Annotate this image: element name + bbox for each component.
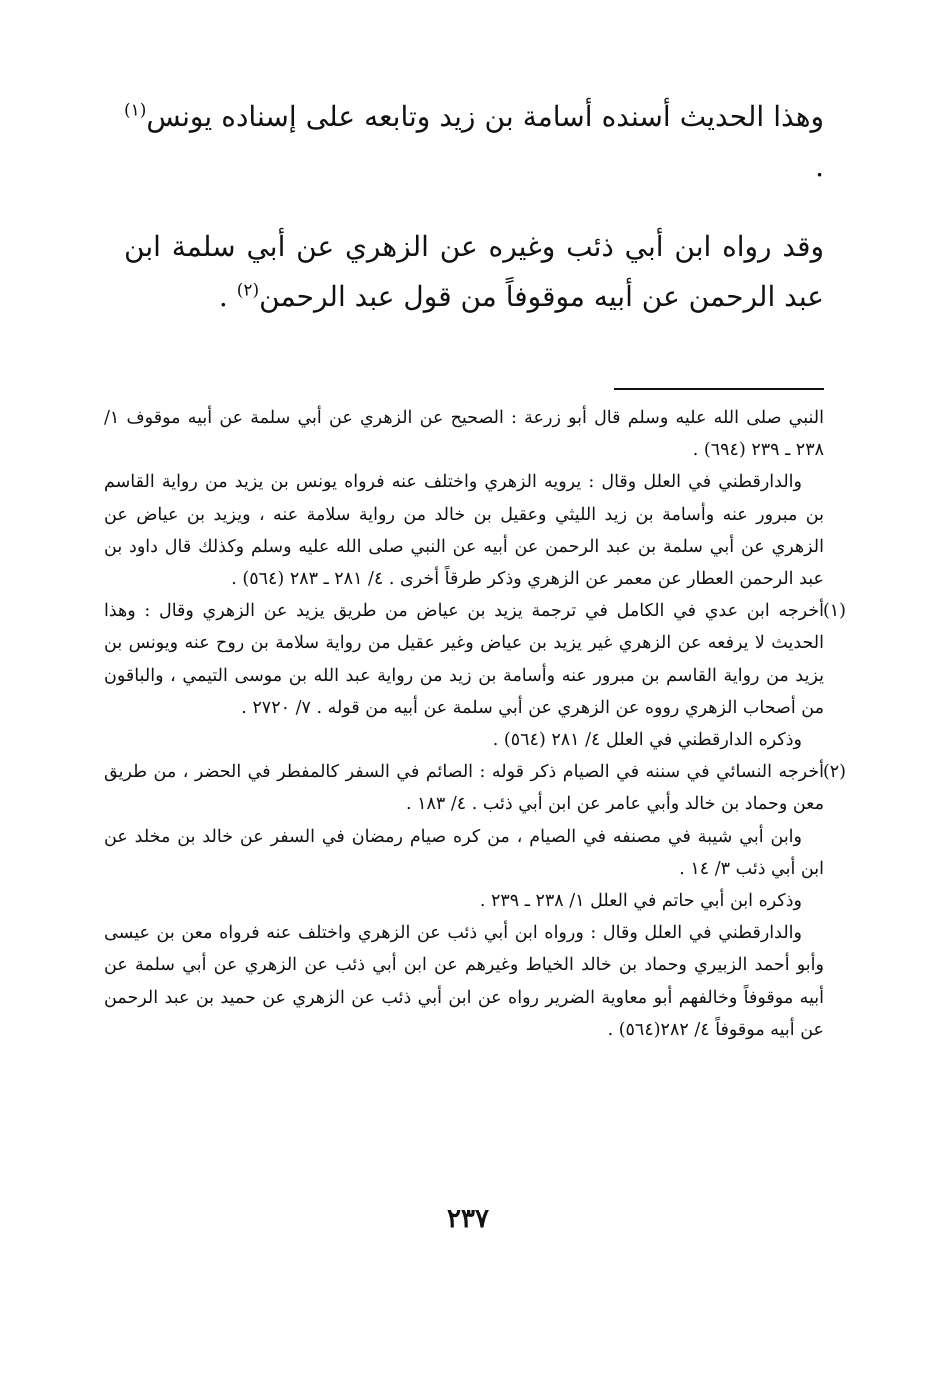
footnote-2-number: (٢) [822, 762, 846, 783]
footnote-2 [104, 756, 846, 1046]
footnote-1-text: أخرجه ابن عدي في الكامل في ترجمة يزيد بن عياض من طريق يزيد عن الزهري وقال : وهذا الحديث لا يرفعه عن الزهري غير يزيد بن عياض وغير عقيل من رواية سلامة بن روح عنه ويونس بن يزيد من رواية القاسم بن مبرور عنه وأسامة بن زيد من رواية عبد الله بن موسى التيمي ، والباقون من أصحاب الزهري رووه عن الزهري عن أبي سلمة عن أبيه من قوله . ٧/ ٢٧٢٠ . [104, 601, 824, 718]
footnote-continuation-1: النبي صلى الله عليه وسلم قال أبو زرعة : الصحيح عن الزهري عن أبي سلمة عن أبيه موقوف ١/ ٢٣٨ ـ ٢٣٩ (٦٩٤) . [104, 408, 824, 461]
main-paragraph-2 [124, 222, 824, 322]
main-paragraph-1-end: . [815, 150, 824, 183]
footnote-2-sub-3: والدارقطني في العلل وقال : ورواه ابن أبي ذئب عن الزهري واختلف عنه فرواه معن بن عيسى وأبو أحمد الزبيري وحماد بن خالد الخياط وغيرهم عن ابن أبي ذئب عن الزهري عن أبي سلمة عن أبيه موقوفاً وخالفهم أبو معاوية الضرير رواه عن ابن أبي ذئب عن الزهري عن حميد بن عبد الرحمن عن أبيه موقوفاً ٤/ ٢٨٢(٥٦٤) . [104, 923, 824, 1040]
main-paragraph-2-end: . [218, 280, 237, 313]
main-paragraph-2-text: وقد رواه ابن أبي ذئب وغيره عن الزهري عن أبي سلمة ابن عبد الرحمن عن أبيه موقوفاً من قول عبد الرحمن [124, 230, 824, 313]
footnote-2-sub-2: وذكره ابن أبي حاتم في العلل ١/ ٢٣٨ ـ ٢٣٩ . [479, 891, 802, 912]
footnote-separator [614, 388, 824, 390]
footnote-ref-2: (٢) [236, 280, 260, 301]
footnote-continuation-2: والدارقطني في العلل وقال : يرويه الزهري واختلف عنه فرواه يونس بن يزيد من رواية القاسم بن مبرور عنه وأسامة بن زيد الليثي وعقيل بن خالد من رواية سلامة عنه ، ويزيد بن عياض عن الزهري عن أبي سلمة بن عبد الرحمن عن أبيه عن النبي صلى الله عليه وسلم وكذلك قال داود بن عبد الرحمن العطار عن معمر عن الزهري وذكر طرقاً أخرى . ٤/ ٢٨١ ـ ٢٨٣ (٥٦٤) . [104, 472, 824, 590]
footnote-1-sub: وذكره الدارقطني في العلل ٤/ ٢٨١ (٥٦٤) . [492, 730, 802, 751]
footnote-1-number: (١) [822, 601, 846, 622]
footnote-2-sub-1: وابن أبي شيبة في مصنفه في الصيام ، من كره صيام رمضان في السفر عن خالد بن مخلد عن ابن أبي ذئب ٣/ ١٤ . [104, 826, 824, 879]
main-paragraph-1-text: وهذا الحديث أسنده أسامة بن زيد وتابعه على إسناده يونس [146, 100, 824, 133]
footnote-1 [104, 595, 846, 756]
footnote-2-text: أخرجه النسائي في سننه في الصيام ذكر قوله : الصائم في السفر كالمفطر في الحضر ، من طريق معن وحماد بن خالد وأبي عامر عن ابن أبي ذئب . ٤/ ١٨٣ . [104, 762, 824, 815]
main-paragraph-1 [124, 92, 824, 192]
page-number: ٢٣٧ [447, 1204, 489, 1234]
footnotes-section [104, 402, 846, 1046]
footnote-ref-1: (١) [124, 100, 147, 121]
